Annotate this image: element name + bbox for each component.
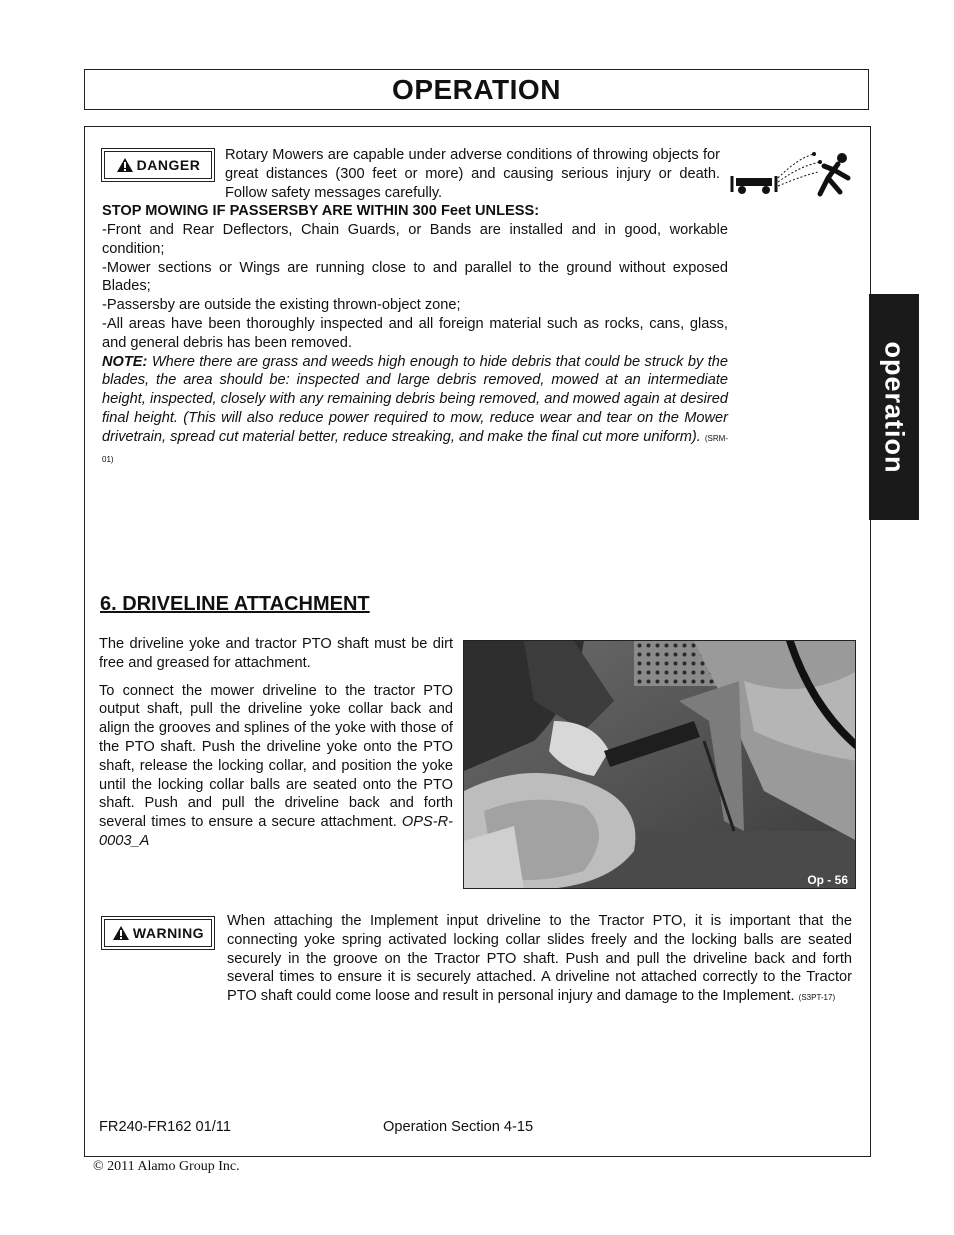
- section-body: [99, 635, 453, 851]
- condition-item: -Passersby are outside the existing thrown-object zone;: [102, 297, 461, 314]
- section-para-2-ref: OPS-R-0003_A: [99, 814, 453, 849]
- warning-code: (S3PT-17): [798, 993, 836, 1003]
- side-tab: [869, 294, 919, 520]
- side-tab-label: operation: [879, 340, 910, 474]
- note-text: Where there are grass and weeds high enough to hide debris that could be struck by the blades, the area should be: inspected and large debris removed, mowed at an intermediate height, inspected, closely with any remaining debris being removed, and mowed again at desired final height. (This will also reduce power required to mow, reduce wear and tear on the Mower drivetrain, spread cut material better, reduce streaking, and make the final cut more uniform).: [102, 353, 728, 445]
- thrown-object-pictogram-icon: [728, 148, 856, 200]
- danger-signal: [101, 148, 215, 182]
- danger-code: (SRM-01): [102, 433, 728, 464]
- warning-text-block: [227, 912, 852, 1008]
- condition-item: -All areas have been thoroughly inspected and all foreign material such as rocks, cans, glass, and general debris has been removed.: [102, 315, 728, 351]
- note-label: NOTE:: [102, 353, 148, 370]
- driveline-photo-image: [464, 641, 856, 889]
- condition-item: -Mower sections or Wings are running close to and parallel to the ground without exposed Blades;: [102, 259, 728, 295]
- section-heading: 6. DRIVELINE ATTACHMENT: [100, 593, 370, 615]
- danger-intro: Rotary Mowers are capable under adverse conditions of throwing objects for great distances (300 feet or more) and causing serious injury or death. Follow safety messages carefully.: [225, 147, 720, 201]
- photo-label: Op - 56: [807, 873, 848, 887]
- warning-signal: [101, 916, 215, 950]
- warning-text: When attaching the Implement input driveline to the Tractor PTO, it is important that the connecting yoke spring activated locking collar slides freely and the locking balls are seated securely in the groove on the Tractor PTO shaft. Push and pull the driveline back and forth several times to ensure it is securely attached. A driveline not attached correctly to the Tractor PTO shaft could come loose and result in personal injury and damage to the Implement.: [227, 913, 852, 1005]
- section-para-2-text: To connect the mower driveline to the tractor PTO output shaft, pull the driveline yoke collar back and align the grooves and splines of the yoke with those of the PTO shaft. Push the driveline yoke onto the PTO shaft, release the locking collar, and position the yoke until the locking collar balls are seated onto the PTO shaft. Push and pull the driveline back and forth several times to ensure a secure attachment.: [99, 682, 453, 831]
- danger-signal-word: DANGER: [136, 157, 201, 173]
- stop-mowing-heading: STOP MOWING IF PASSERSBY ARE WITHIN 300 Feet UNLESS:: [102, 203, 540, 219]
- footer-section: Operation Section 4-15: [383, 1119, 534, 1135]
- page-title: OPERATION: [392, 73, 561, 105]
- section-para-1: The driveline yoke and tractor PTO shaft must be dirt free and greased for attachment.: [99, 636, 453, 671]
- danger-note: [102, 353, 728, 470]
- warning-triangle-icon: [112, 925, 130, 941]
- section-para-2: [99, 682, 453, 851]
- copyright: © 2011 Alamo Group Inc.: [93, 1159, 240, 1174]
- danger-conditions: [102, 221, 728, 469]
- page-header: [84, 69, 869, 110]
- condition-item: -Front and Rear Deflectors, Chain Guards, or Bands are installed and in good, workable condition;: [102, 222, 728, 257]
- warning-triangle-icon: [116, 157, 134, 173]
- warning-signal-word: WARNING: [132, 925, 205, 941]
- footer-model: FR240-FR162 01/11: [99, 1119, 231, 1135]
- driveline-photo: [463, 640, 856, 889]
